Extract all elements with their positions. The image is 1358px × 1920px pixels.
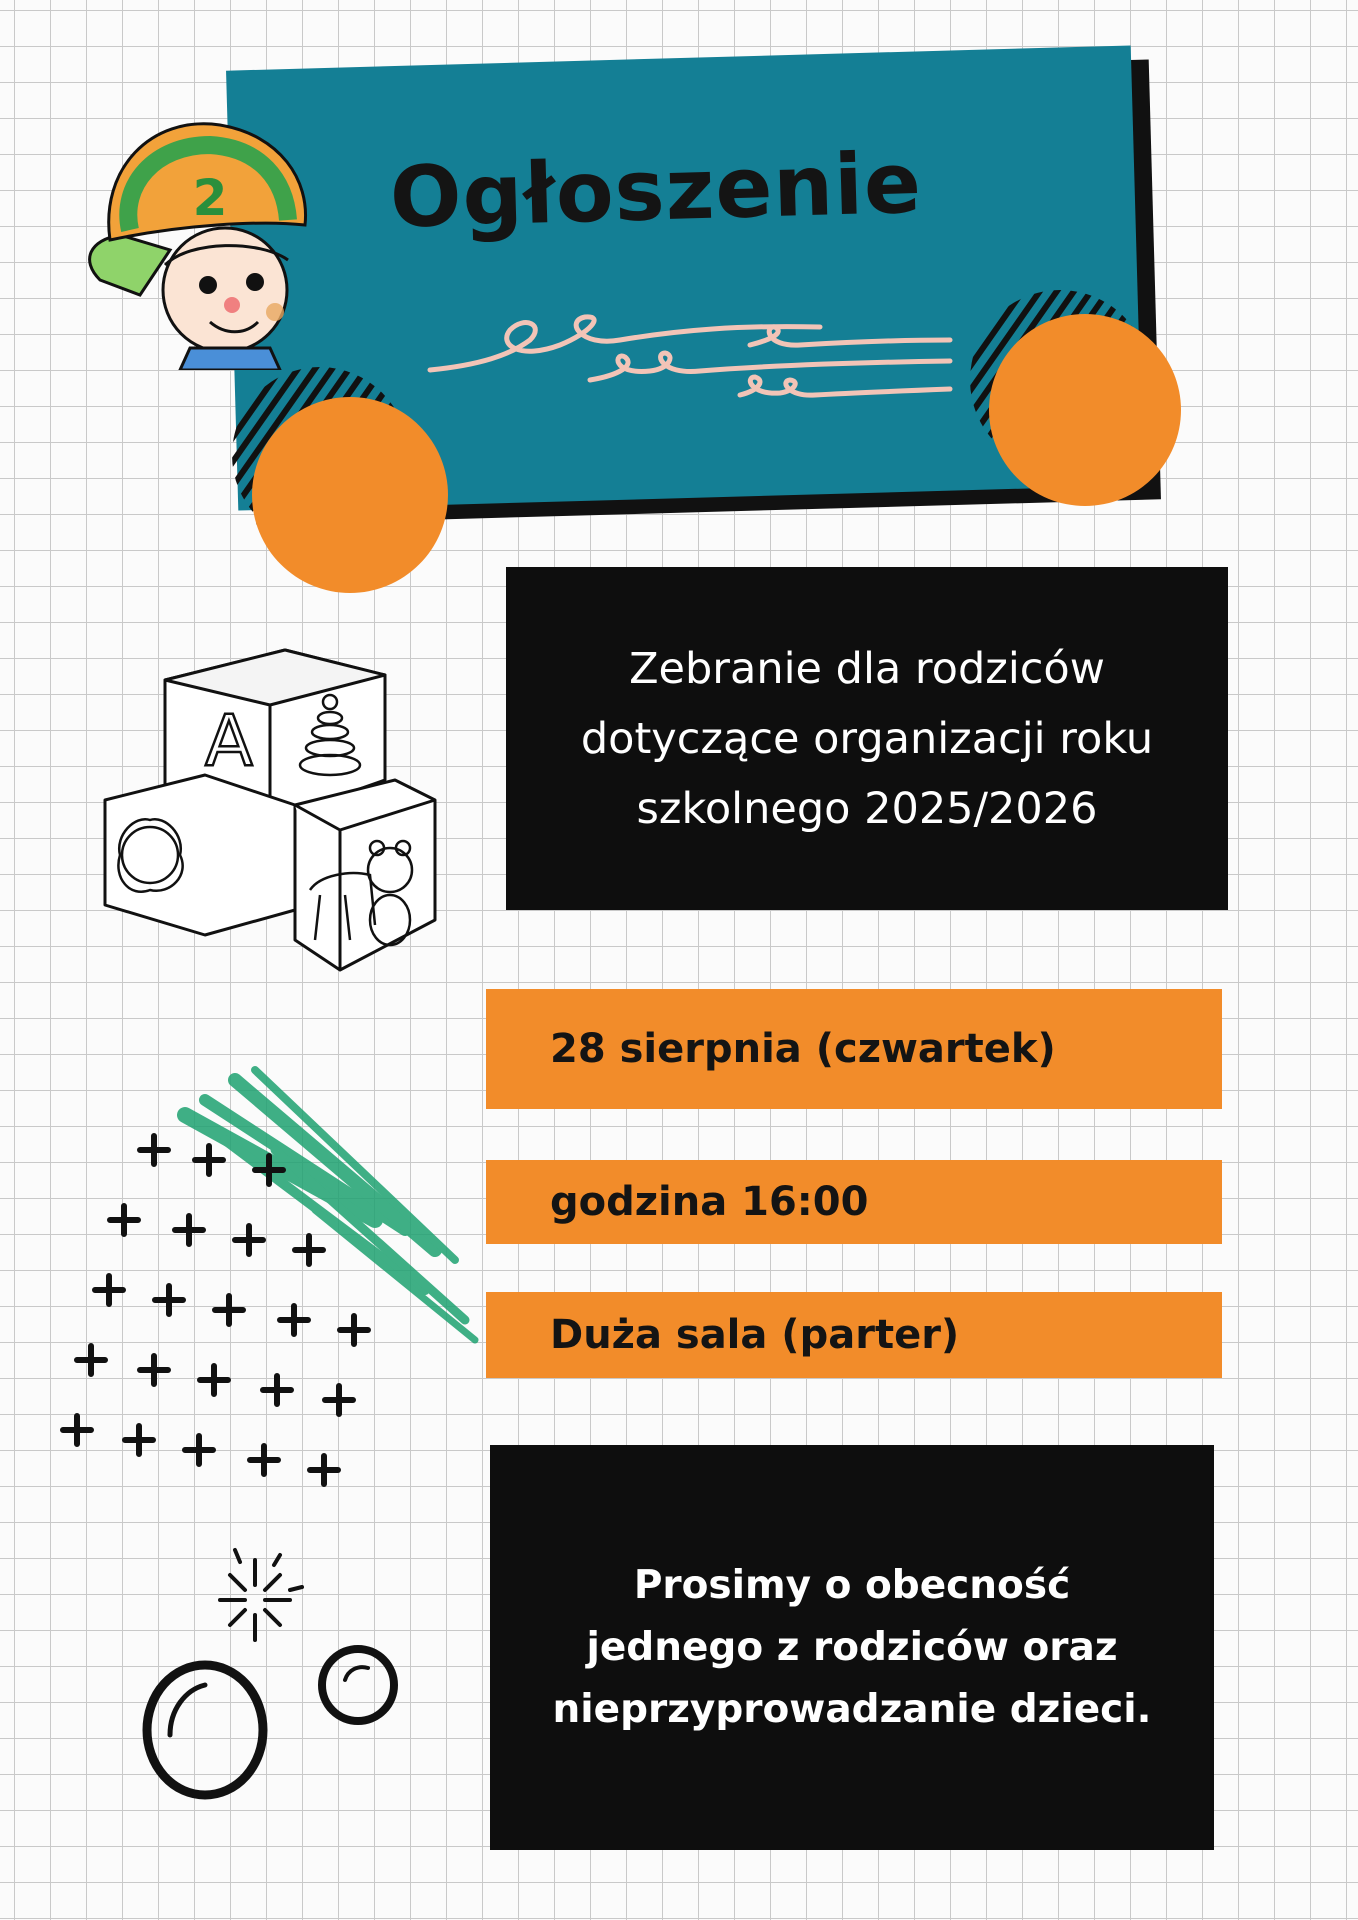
meeting-date: 28 sierpnia (czwartek) <box>550 1026 1056 1072</box>
logo-text <box>80 95 81 96</box>
swirl-decoration-icon <box>420 285 960 425</box>
svg-text:A: A <box>205 700 253 782</box>
notice-text: Prosimy o obecność jednego z rodziców oraz nieprzyprowadzanie dzieci. <box>552 1562 1152 1732</box>
meeting-description-box <box>506 567 1228 910</box>
place-box <box>486 1292 1222 1378</box>
sparkle-circles-icon <box>130 1520 430 1820</box>
logo-number: 2 <box>192 169 228 227</box>
meeting-time: godzina 16:00 <box>550 1179 869 1225</box>
toy-blocks-icon <box>95 640 445 1020</box>
plus-pattern-icon <box>55 1060 485 1530</box>
page-title: Ogłoszenie <box>388 133 924 247</box>
notice-box <box>490 1445 1214 1850</box>
meeting-place: Duża sala (parter) <box>550 1312 960 1358</box>
preschool-logo-icon <box>60 90 340 370</box>
meeting-description: Zebranie dla rodziców dotyczące organizacji roku szkolnego 2025/2026 <box>580 643 1154 834</box>
date-box <box>486 989 1222 1109</box>
time-box <box>486 1160 1222 1244</box>
orange-circle-right-icon <box>955 285 1195 525</box>
